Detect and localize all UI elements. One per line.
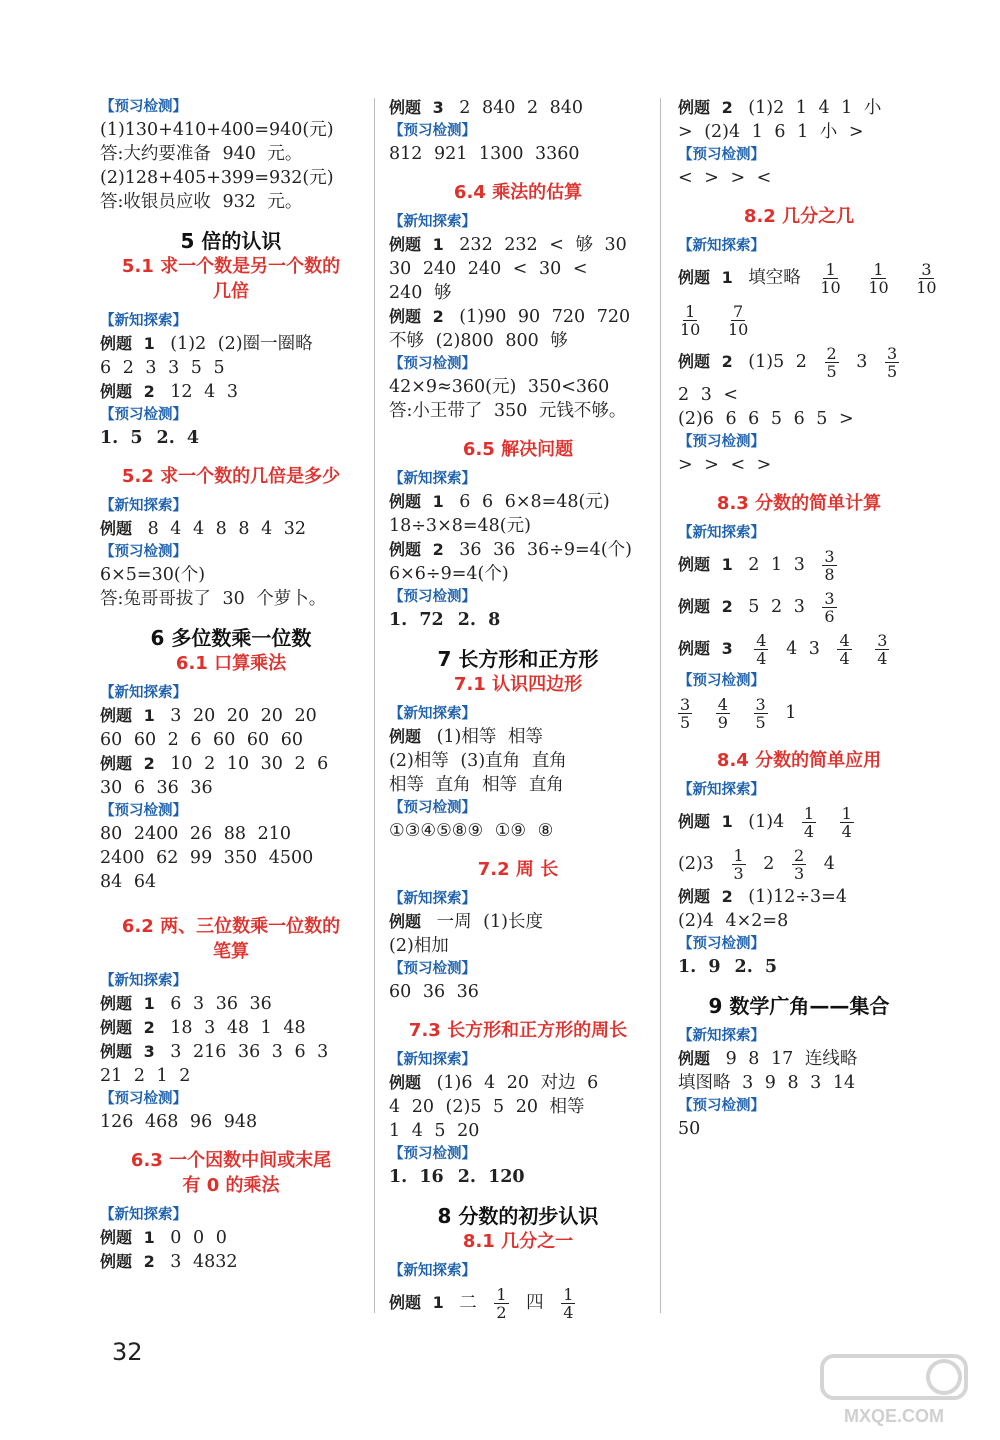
answer-line: 6×5=30(个)	[100, 565, 206, 585]
example-label: 例题 1	[389, 1293, 444, 1312]
example-label: 例题 2	[100, 382, 155, 401]
answer-text: 四	[526, 1293, 544, 1313]
fraction: $\frac{1}{10}$	[680, 302, 701, 339]
answer-number: 2. 4	[156, 428, 200, 448]
fraction-line	[678, 843, 920, 885]
section-title: 7.2 周 长	[477, 859, 559, 880]
preview-test-tag: 【预习检测】	[100, 803, 187, 819]
preview-test-tag: 【预习检测】	[100, 407, 187, 423]
page-number: 32	[112, 1338, 143, 1366]
answer-line	[100, 1040, 362, 1064]
fraction: $\frac{2}{3}$	[794, 846, 805, 883]
answer-text: (1)2 (2)圈一圈略	[170, 334, 313, 354]
answer-line: 1 4 5 20	[389, 1121, 480, 1141]
example-label: 例题 1	[100, 706, 155, 725]
preview-test-tag: 【预习检测】	[389, 356, 476, 372]
preview-test-tag: 【预习检测】	[678, 936, 765, 952]
answer-line: 答:大约要准备 940 元。	[100, 144, 303, 164]
answer-line: 30 6 36 36	[100, 778, 213, 798]
chapter-title: 7 长方形和正方形	[437, 647, 599, 671]
answer-number: 1. 5	[100, 428, 143, 448]
answer-line: 填图略 3 9 8 3 14	[678, 1073, 856, 1093]
answer-line: (2)4 4×2=8	[678, 911, 789, 931]
section-title: 8.2 几分之几	[743, 206, 855, 227]
answer-text: (1)90 90 720 720	[459, 307, 631, 327]
answer-column-2	[389, 96, 647, 1324]
answer-text: 3 4832	[170, 1252, 238, 1272]
answer-text: 3 216 36 3 6 3	[170, 1042, 329, 1062]
explore-tag: 【新知探索】	[389, 1263, 476, 1279]
section-title: 6.5 解决问题	[462, 439, 574, 460]
answer-text: (1)相等 相等	[436, 727, 543, 747]
answer-text: 10 2 10 30 2 6	[170, 754, 329, 774]
answer-number: 2. 120	[457, 1167, 525, 1187]
preview-test-tag: 【预习检测】	[389, 1146, 476, 1162]
answer-line	[100, 517, 362, 541]
answer-line	[389, 725, 647, 749]
answer-number: 1. 72	[389, 610, 444, 630]
answer-line: 2400 62 99 350 4500	[100, 848, 314, 868]
fraction-line	[678, 299, 920, 341]
answer-line	[389, 608, 647, 632]
section-title-cont: 有 0 的乘法	[182, 1175, 280, 1196]
example-label: 例题 2	[100, 754, 155, 773]
answer-text: 36 36 36÷9=4(个)	[459, 540, 632, 560]
explore-tag: 【新知探索】	[678, 1028, 765, 1044]
answer-text: 6 6 6×8=48(元)	[459, 492, 610, 512]
explore-tag: 【新知探索】	[389, 214, 476, 230]
fraction: $\frac{3}{10}$	[916, 260, 937, 297]
chapter-title: 5 倍的认识	[180, 229, 282, 253]
chapter-title: 8 分数的初步认识	[437, 1204, 599, 1228]
answer-line: (1)130+410+400=940(元)	[100, 120, 334, 140]
answer-text: 6 3 36 36	[170, 994, 272, 1014]
answer-text: (1)2 1 4 1 小	[748, 98, 882, 118]
explore-tag: 【新知探索】	[389, 1052, 476, 1068]
answer-text: 3 20 20 20 20	[170, 706, 317, 726]
answer-line	[389, 1071, 647, 1095]
answer-line: 相等 直角 相等 直角	[389, 775, 564, 795]
answer-line	[678, 885, 920, 909]
preview-test-tag: 【预习检测】	[678, 147, 765, 163]
answer-line: 答:收银员应收 932 元。	[100, 192, 303, 212]
example-label: 例题 3	[678, 639, 733, 658]
answer-text: (1)4	[748, 812, 785, 832]
fraction: $\frac{1}{3}$	[733, 846, 744, 883]
answer-number: 1. 16	[389, 1167, 444, 1187]
answer-line	[100, 1226, 362, 1250]
answer-text: 232 232 < 够 30	[459, 235, 627, 255]
explore-tag: 【新知探索】	[100, 973, 187, 989]
section-title: 6.4 乘法的估算	[453, 182, 583, 203]
answer-line	[389, 490, 647, 514]
explore-tag: 【新知探索】	[100, 1207, 187, 1223]
explore-tag: 【新知探索】	[100, 498, 187, 514]
preview-test-tag: 【预习检测】	[678, 434, 765, 450]
answer-line: 答:兔哥哥拔了 30 个萝卜。	[100, 589, 327, 609]
answer-line	[100, 752, 362, 776]
example-label: 例题 3	[100, 1042, 155, 1061]
section-title-cont: 几倍	[213, 281, 249, 302]
example-label: 例题 1	[100, 994, 155, 1013]
explore-tag: 【新知探索】	[389, 706, 476, 722]
explore-tag: 【新知探索】	[389, 471, 476, 487]
answer-number: 2. 8	[457, 610, 501, 630]
fraction-line	[678, 692, 920, 734]
fraction: $\frac{1}{10}$	[868, 260, 889, 297]
answer-number: 1. 9	[678, 957, 721, 977]
answer-text: 4	[823, 854, 835, 874]
fraction: $\frac{3}{5}$	[755, 695, 766, 732]
answer-line: 50	[678, 1119, 701, 1139]
answer-text: 填空略	[748, 268, 801, 288]
example-label: 例题	[389, 1073, 422, 1092]
example-label: 例题	[389, 727, 422, 746]
example-label: 例题 1	[100, 1228, 155, 1247]
fraction-line	[678, 801, 920, 843]
preview-test-tag: 【预习检测】	[678, 673, 765, 689]
example-label: 例题 2	[678, 352, 733, 371]
watermark-logo	[814, 1350, 974, 1430]
answer-line	[678, 955, 920, 979]
preview-test-tag: 【预习检测】	[389, 961, 476, 977]
answer-line: 80 2400 26 88 210	[100, 824, 291, 844]
fraction: $\frac{1}{4}$	[563, 1285, 574, 1322]
answer-line: 6×6÷9=4(个)	[389, 564, 509, 584]
chapter-title: 9 数学广角——集合	[708, 994, 890, 1018]
answer-line	[389, 233, 647, 257]
answer-text: 1	[785, 703, 797, 723]
section-title: 6.3 一个因数中间或末尾	[130, 1150, 332, 1171]
answer-line	[100, 1250, 362, 1274]
fraction: $\frac{3}{6}$	[824, 589, 835, 626]
section-title: 6.1 口算乘法	[175, 653, 287, 674]
answer-text: (1)5 2	[748, 352, 807, 372]
example-label: 例题	[100, 519, 133, 538]
example-label: 例题 2	[389, 540, 444, 559]
fraction-line	[389, 1282, 647, 1324]
answer-text: 4 3	[786, 639, 820, 659]
fraction: $\frac{1}{4}$	[803, 804, 814, 841]
fraction: $\frac{3}{4}$	[877, 631, 888, 668]
answer-line: 60 36 36	[389, 982, 479, 1002]
section-title: 5.2 求一个数的几倍是多少	[121, 466, 341, 487]
preview-test-tag: 【预习检测】	[100, 544, 187, 560]
example-label: 例题 1	[678, 555, 733, 574]
fraction: $\frac{3}{5}$	[886, 344, 898, 381]
fraction: $\frac{3}{5}$	[680, 695, 691, 732]
answer-text: 2 1 3	[748, 555, 805, 575]
example-label: 例题 2	[389, 307, 444, 326]
fraction-line	[678, 628, 920, 670]
example-label: 例题 2	[678, 597, 733, 616]
fraction: $\frac{4}{4}$	[839, 631, 850, 668]
answer-line: 126 468 96 948	[100, 1112, 258, 1132]
example-label: 例题	[389, 912, 422, 931]
column-divider-right	[660, 98, 661, 1313]
preview-test-tag: 【预习检测】	[389, 589, 476, 605]
answer-line	[389, 910, 647, 934]
answer-column-3	[678, 96, 937, 1141]
answer-text: 0 0 0	[170, 1228, 227, 1248]
answer-text: 18 3 48 1 48	[170, 1018, 306, 1038]
section-title: 6.2 两、三位数乘一位数的	[121, 916, 341, 937]
explore-tag: 【新知探索】	[678, 238, 765, 254]
answer-line	[678, 96, 920, 120]
preview-test-tag: 【预习检测】	[389, 123, 476, 139]
answer-number: 2. 5	[734, 957, 778, 977]
example-label: 例题 1	[100, 334, 155, 353]
answer-text: 二	[459, 1293, 477, 1313]
answer-line: 18÷3×8=48(元)	[389, 516, 531, 536]
answer-text: 5 2 3	[748, 597, 805, 617]
example-label: 例题	[678, 1049, 711, 1068]
answer-line: 2 3 <	[678, 385, 739, 405]
answer-text: 一周 (1)长度	[436, 912, 543, 932]
answer-line	[100, 380, 362, 404]
answer-line	[389, 305, 647, 329]
example-label: 例题 1	[678, 812, 733, 831]
example-label: 例题 1	[389, 235, 444, 254]
answer-line: 21 2 1 2	[100, 1066, 191, 1086]
explore-tag: 【新知探索】	[678, 525, 765, 541]
answer-text: 3	[856, 352, 868, 372]
fraction: $\frac{4}{9}$	[717, 695, 728, 732]
answer-line: (2)相加	[389, 936, 449, 956]
answer-line: (2)相等 (3)直角 直角	[389, 751, 567, 771]
preview-test-tag: 【预习检测】	[100, 1091, 187, 1107]
fraction: $\frac{4}{4}$	[756, 631, 767, 668]
chapter-title: 6 多位数乘一位数	[150, 626, 312, 650]
answer-line	[100, 426, 362, 450]
answer-line	[100, 1016, 362, 1040]
section-title: 7.1 认识四边形	[453, 674, 583, 695]
answer-line: > (2)4 1 6 1 小 >	[678, 122, 864, 142]
answer-text: (2)3	[678, 854, 714, 874]
answer-line: 30 240 240 < 30 <	[389, 259, 588, 279]
section-title: 5.1 求一个数是另一个数的	[121, 256, 341, 277]
answer-line: < > > <	[678, 168, 772, 188]
column-divider-left	[374, 98, 375, 1313]
fraction-line	[678, 586, 920, 628]
answer-text: (1)12÷3=4	[748, 887, 847, 907]
answer-line: 不够 (2)800 800 够	[389, 331, 568, 351]
example-label: 例题 2	[100, 1252, 155, 1271]
answer-text: 9 8 17 连线略	[725, 1049, 858, 1069]
example-label: 例题 2	[678, 887, 733, 906]
preview-test-tag: 【预习检测】	[389, 800, 476, 816]
example-label: 例题 2	[100, 1018, 155, 1037]
answer-text: 2 840 2 840	[459, 98, 584, 118]
answer-text: 8 4 4 8 8 4 32	[147, 519, 307, 539]
answer-text: 12 4 3	[170, 382, 238, 402]
answer-line: 6 2 3 3 5 5	[100, 358, 225, 378]
example-label: 例题 3	[389, 98, 444, 117]
answer-line: > > < >	[678, 455, 772, 475]
answer-line: 60 60 2 6 60 60 60	[100, 730, 303, 750]
explore-tag: 【新知探索】	[389, 891, 476, 907]
answer-line: (2)128+405+399=932(元)	[100, 168, 334, 188]
fraction: $\frac{1}{4}$	[841, 804, 852, 841]
answer-line: 812 921 1300 3360	[389, 144, 580, 164]
answer-line	[100, 332, 362, 356]
answer-line: (2)6 6 6 5 6 5 >	[678, 409, 854, 429]
fraction: $\frac{1}{10}$	[820, 260, 841, 297]
preview-test-tag: 【预习检测】	[678, 1098, 765, 1114]
answer-line	[389, 1165, 647, 1189]
example-label: 例题 1	[389, 492, 444, 511]
fraction-line	[678, 544, 920, 586]
fraction: $\frac{2}{5}$	[826, 344, 837, 381]
example-label: 例题 2	[678, 98, 733, 117]
answer-line	[389, 538, 647, 562]
answer-line	[389, 96, 647, 120]
answer-line: 答:小王带了 350 元钱不够。	[389, 401, 627, 421]
fraction: $\frac{3}{8}$	[824, 547, 835, 584]
answer-line: 42×9≈360(元) 350<360	[389, 377, 610, 397]
answer-line: 240 够	[389, 283, 452, 303]
explore-tag: 【新知探索】	[100, 313, 187, 329]
section-title: 8.1 几分之一	[462, 1231, 574, 1252]
answer-line	[678, 1047, 920, 1071]
answer-line: 84 64	[100, 872, 157, 892]
answer-line	[100, 704, 362, 728]
answer-text: 2	[763, 854, 775, 874]
fraction-line	[678, 341, 920, 383]
answer-line	[100, 992, 362, 1016]
section-title: 7.3 长方形和正方形的周长	[408, 1020, 628, 1041]
section-title: 8.4 分数的简单应用	[716, 750, 882, 771]
answer-column-1	[100, 96, 362, 1274]
answer-text: (1)6 4 20 对边 6	[436, 1073, 599, 1093]
preview-test-tag: 【预习检测】	[100, 99, 187, 115]
answer-line: ①③④⑤⑧⑨ ①⑨ ⑧	[389, 821, 554, 841]
explore-tag: 【新知探索】	[100, 685, 187, 701]
fraction-line	[678, 257, 937, 299]
fraction: $\frac{1}{2}$	[496, 1285, 507, 1322]
explore-tag: 【新知探索】	[678, 782, 765, 798]
section-title: 8.3 分数的简单计算	[716, 493, 882, 514]
example-label: 例题 1	[678, 268, 733, 287]
answer-line: 4 20 (2)5 5 20 相等	[389, 1097, 585, 1117]
section-title-cont: 笔算	[213, 941, 249, 962]
fraction: $\frac{7}{10}$	[727, 302, 749, 339]
watermark-text: MXQE.COM	[843, 1406, 945, 1426]
